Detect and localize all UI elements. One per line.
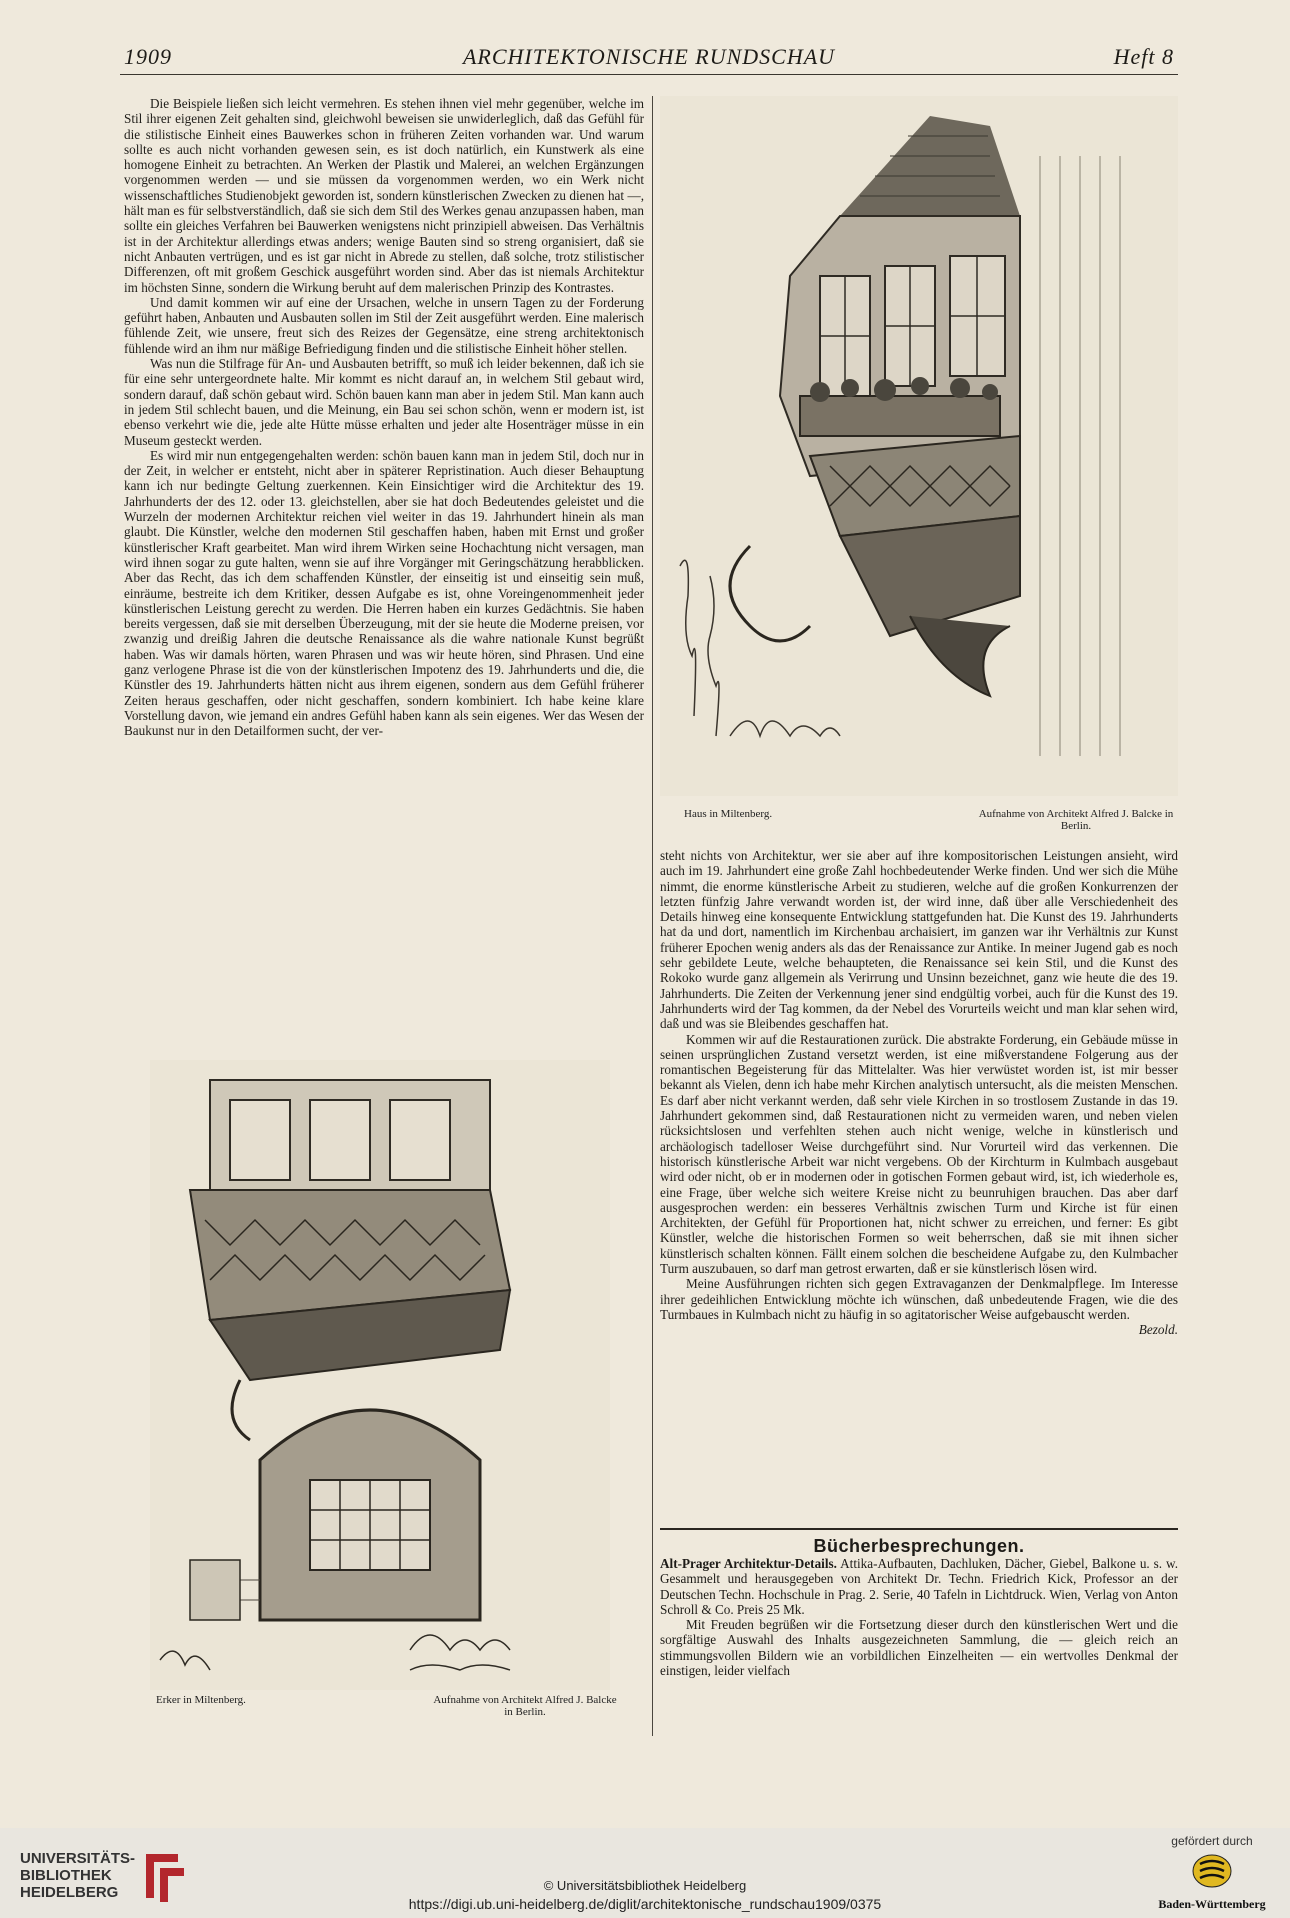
- caption-right-bottom: Aufnahme von Architekt Alfred J. Balcke in Berlin.: [433, 1694, 617, 1718]
- review-intro-text: Attika-Aufbauten, Dachluken, Dächer, Giebel, Balkone u. s. w. Gesammelt und herausgegeben von Architekt Dr. Techn. Friedrich Kick, Professor an der Deutschen Techn. Hochschule in Prag. 2. Serie, 40 Tafeln in Lichtdruck. Wien, Verlag von Anton Schroll & Co. Preis 25 Mk.: [660, 1556, 1178, 1617]
- library-logo[interactable]: [20, 1850, 135, 1901]
- bw-crest-icon: [1192, 1854, 1232, 1888]
- copyright-notice: © Universitätsbibliothek Heidelberg: [543, 1878, 747, 1893]
- caption-left-bottom: Erker in Miltenberg.: [156, 1694, 246, 1706]
- library-name-line: HEIDELBERG: [20, 1884, 119, 1901]
- author-signature: Bezold.: [1138, 1322, 1178, 1338]
- review-body: Mit Freuden begrüßen wir die Fortsetzung dieser durch den künstlerischen Wert und die sorgfältige Auswahl des Inhalts ausgezeichneten Sammlung, die — gleich reich an stimmungsvollen Bildern wie an vorbildlichen Einzelheiten — ein wertvolles Denkmal der einstigen, leider vielfach: [660, 1617, 1178, 1679]
- paragraph: Die Beispiele ließen sich leicht vermehren. Es stehen ihnen viel mehr gegenüber, welche im Stil ihrer eigenen Zeit gehalten sind, gleichwohl beweisen sie unwiderleglich, daß das Gefühl für die stilistische Einheit eines Bauwerkes schon in früheren Zeiten vorhanden war. Und warum sollte es auch nicht vorhanden gewesen sein, es ist doch natürlich, ein Kunstwerk als eine homogene Einheit zu betrachten. An Werken der Plastik und Malerei, an welchen Ergänzungen vorgenommen werden — und sie müssen da vorgenommen werden, wo ein Werk nicht wissenschaftliches Studienobjekt geworden ist, sondern künstlerischen Zwecken zu dienen hat —, hält man es für selbstverständlich, daß sie sich dem Stil des Werkes genau anzupassen haben, man sollte ein gleiches Verfahren bei Bauwerken wenigstens nicht prinzipiell abweisen. Das Verhältnis ist in der Architektur allerdings etwas anders; wenige Bauten sind so streng organisiert, daß sie nicht Anbauten vertrügen, und es ist gar nicht in Abrede zu stellen, daß solche, trotz stilistischer Differenzen, oft mit großem Geschick ausgeführt worden sind. Aber das ist niemals Architektur im höchsten Sinne, sondern die Wirkung beruht auf dem malerischen Prinzip des Kontrastes.: [124, 96, 644, 295]
- funded-by-label: gefördert durch: [1171, 1834, 1253, 1848]
- permalink[interactable]: https://digi.ub.uni-heidelberg.de/diglit/architektonische_rundschau1909/0375: [408, 1896, 882, 1912]
- running-header: [120, 44, 1178, 75]
- book-review: [660, 1556, 1178, 1678]
- oriel-sketch-top: [660, 96, 1178, 796]
- caption-right-top: Aufnahme von Architekt Alfred J. Balcke in Berlin.: [978, 808, 1174, 832]
- paragraph: [660, 1276, 1178, 1338]
- paragraph-text: Meine Ausführungen richten sich gegen Extravaganzen der Denkmalpflege. Im Interesse ihrer gedeihlichen Entwicklung möchte ich wünschen, daß unbedeutende Fragen, wie die des Turmbaues in Kulmbach nicht zu häufig in so agitatorischer Weise aufgebauscht werden.: [660, 1276, 1178, 1322]
- digitization-footer: [0, 1828, 1290, 1918]
- paragraph: steht nichts von Architektur, wer sie aber auf ihre kompositorischen Leistungen ansieht, wird auch im 19. Jahrhundert eine große Zahl hochbedeutender Werke finden. Und wer sich die Mühe nimmt, die enorme künstlerische Arbeit zu studieren, welche auf die großen Konkurrenzen der letzten fünfzig Jahre verwandt worden ist, der wird inne, daß über alle Verschiedenheit des Details hinweg eine konsequente Entwicklung stattgefunden hat. Die Kunst des 19. Jahrhunderts hat da und dort, namentlich im Kirchenbau archaisiert, im ganzen war ihr Verhältnis zur Kunst früherer Epochen wenig anders als das der Renaissance zur Antike. In meiner Jugend gab es noch sehr gebildete Leute, welche behaupteten, die Renaissance sei kein Stil, und die Kunst des Rokoko wurde ganz allgemein als Verirrung und Unsinn bezeichnet, ganz wie heute die des 19. Jahrhunderts. Die Zeiten der Verkennung jener sind endgültig vorbei, auch für die Kunst des 19. Jahrhunderts wird der Tag kommen, da der Nebel des Vorurteils weicht und man klar sehen wird, daß und was sie Bleibendes geschaffen hat.: [660, 848, 1178, 1032]
- section-heading: Bücherbesprechungen.: [660, 1528, 1178, 1557]
- illustration-erker-miltenberg: [150, 1060, 610, 1690]
- left-text-column: [124, 96, 644, 738]
- paragraph: Kommen wir auf die Restaurationen zurück. Die abstrakte Forderung, ein Gebäude müsse in seinen ursprünglichen Zustand versetzt werden, ist eine mißverstandene Folgerung aus der romantischen Begeisterung für das Mittelalter. Was hier verwüstet worden ist, ist mir besser bekannt als Vielen, denn ich habe mehr Kirchen analytisch untersucht, als die meisten Menschen. Es darf aber nicht verkannt werden, daß sehr viele Kirchen in so trostlosem Zustande in das 19. Jahrhundert gekommen sind, daß Restaurationen nicht zu vermeiden waren, und neben vielen rücksichtslosen und verfehlten stehen auch nicht wenige, welche in künstlerisch und archäologisch tadelloser Weise durchgeführt sind. Nur Vorurteil wird das verkennen. Die historisch künstlerische Arbeit war nicht vergebens. Ob der Kirchturm in Kulmbach ausgebaut wird oder nicht, ob er in modernen oder in gotischen Formen gebaut wird, ist, ich wiederhole es, eine Frage, über welche sich weitere Kreise nicht zu beunruhigen brauchen. Das aber darf ausgesprochen werden: ein besseres Verhältnis zwischen Turm und Kirche ist für einen Architekten, der Gefühl für Proportionen hat, nicht schwer zu erreichen, und ferner: Es gibt Künstler, welche die historischen Formen so weit beherrschen, daß sie mit ihnen sicher künstlerisch schalten können. Fällt einem solchen die bescheidene Aufgabe zu, den Kulmbacher Turm auszubauen, so darf man getrost erwarten, daß er sie künstlerisch lösen wird.: [660, 1031, 1178, 1277]
- header-year: 1909: [124, 44, 172, 69]
- caption-left-top: Haus in Miltenberg.: [684, 808, 773, 820]
- column-divider: [652, 96, 653, 1736]
- paragraph: Und damit kommen wir auf eine der Ursachen, welche in unsern Tagen zu der Forderung geführt haben, Anbauten und Ausbauten sollen im Stil der Zeit ausgeführt werden. Eine malerisch fühlende Zeit, wie unsere, freut sich des Reizes der Gegensätze, eine streng architektonisch fühlende wird an ihm nur mäßige Befriedigung finden und die stilistische Einheit höher stellen.: [124, 294, 644, 356]
- header-title: ARCHITEKTONISCHE RUNDSCHAU: [462, 44, 836, 69]
- state-name: Baden-Württemberg: [1158, 1897, 1266, 1911]
- oriel-sketch-bottom: [150, 1060, 610, 1690]
- review-title: Alt-Prager Architektur-Details.: [660, 1556, 837, 1571]
- library-name-line: UNIVERSITÄTS-: [20, 1850, 136, 1867]
- right-text-column: [660, 848, 1178, 1338]
- review-intro: [660, 1556, 1178, 1617]
- header-issue: Heft 8: [1113, 44, 1174, 69]
- library-name-line: BIBLIOTHEK: [20, 1867, 112, 1884]
- paragraph: Es wird mir nun entgegengehalten werden: schön bauen kann man in jedem Stil, doch nur in der Zeit, in welcher er entsteht, nicht aber in späterer Repristination. Auch dieser Behauptung kann ich nur bedingte Geltung zuerkennen. Kein Einsichtiger wird die Architektur des 19. Jahrhunderts der des 12. oder 13. gleichstellen, aber sie hat doch Bedeutendes geleistet und die Wurzeln der modernen Architektur reichen viel weiter in das 19. Jahrhundert hinein als man glaubt. Die Künstler, welche den modernen Stil geschaffen haben, haben mit Ernst und großer künstlerischer Kraft gearbeitet. Man wird ihrem Wirken seine Hochachtung nicht versagen, man wird ihnen sogar zu gute halten, wenn sie auf ihre Vorgänger mit Geringschätzung herabblicken. Aber das Recht, das ich dem schaffenden Künstler, der einseitig ist und einseitig sein muß, einräume, bestreite ich dem Kritiker, dessen Aufgabe es ist, ohne Voreingenommenheit jeder künstlerischen Leistung gerecht zu werden. Die Herren haben ein kurzes Gedächtnis. Sie haben bereits vergessen, daß sie mit derselben Überzeugung, mit der sie heute die Moderne preisen, vor zwanzig und dreißig Jahren die deutsche Renaissance als die wahre nationale Kunst begrüßt haben. Was wir damals hörten, waren Phrasen und was wir heute hören, sind Phrasen. Und eine ganz verlogene Phrase ist die von der künstlerischen Impotenz des 19. Jahrhunderts und die, die Künstler des 19. Jahrhunderts hätten nicht aus ihrem eigenen, sondern aus dem Gefühl früherer Zeiten heraus geschaffen, oder nicht geschaffen, sondern kombiniert. Ich habe keine klare Vorstellung davon, wie jemand ein andres Gefühl haben kann als sein eigenes. Wer das Wesen der Baukunst nur in den Detailformen sucht, der ver-: [124, 447, 644, 739]
- sponsor-logo[interactable]: [1152, 1834, 1272, 1912]
- paragraph: Was nun die Stilfrage für An- und Ausbauten betrifft, so muß ich leider bekennen, daß ich sie für eine sehr untergeordnete halte. Mir kommt es nicht darauf an, in welchem Stil gebaut wird, sondern darauf, daß schön gebaut wird. Schön bauen kann man aber in jedem Stil. Man kann auch in jedem Stil schlecht bauen, und die Meinung, ein Bau sei schon schön, wenn er modern ist, ist ebenso verkehrt wie die, jede alte Hütte müsse erhalten und jeder alte Hosenträger müsse in ein Museum gesteckt werden.: [124, 356, 644, 448]
- illustration-house-miltenberg: [660, 96, 1178, 796]
